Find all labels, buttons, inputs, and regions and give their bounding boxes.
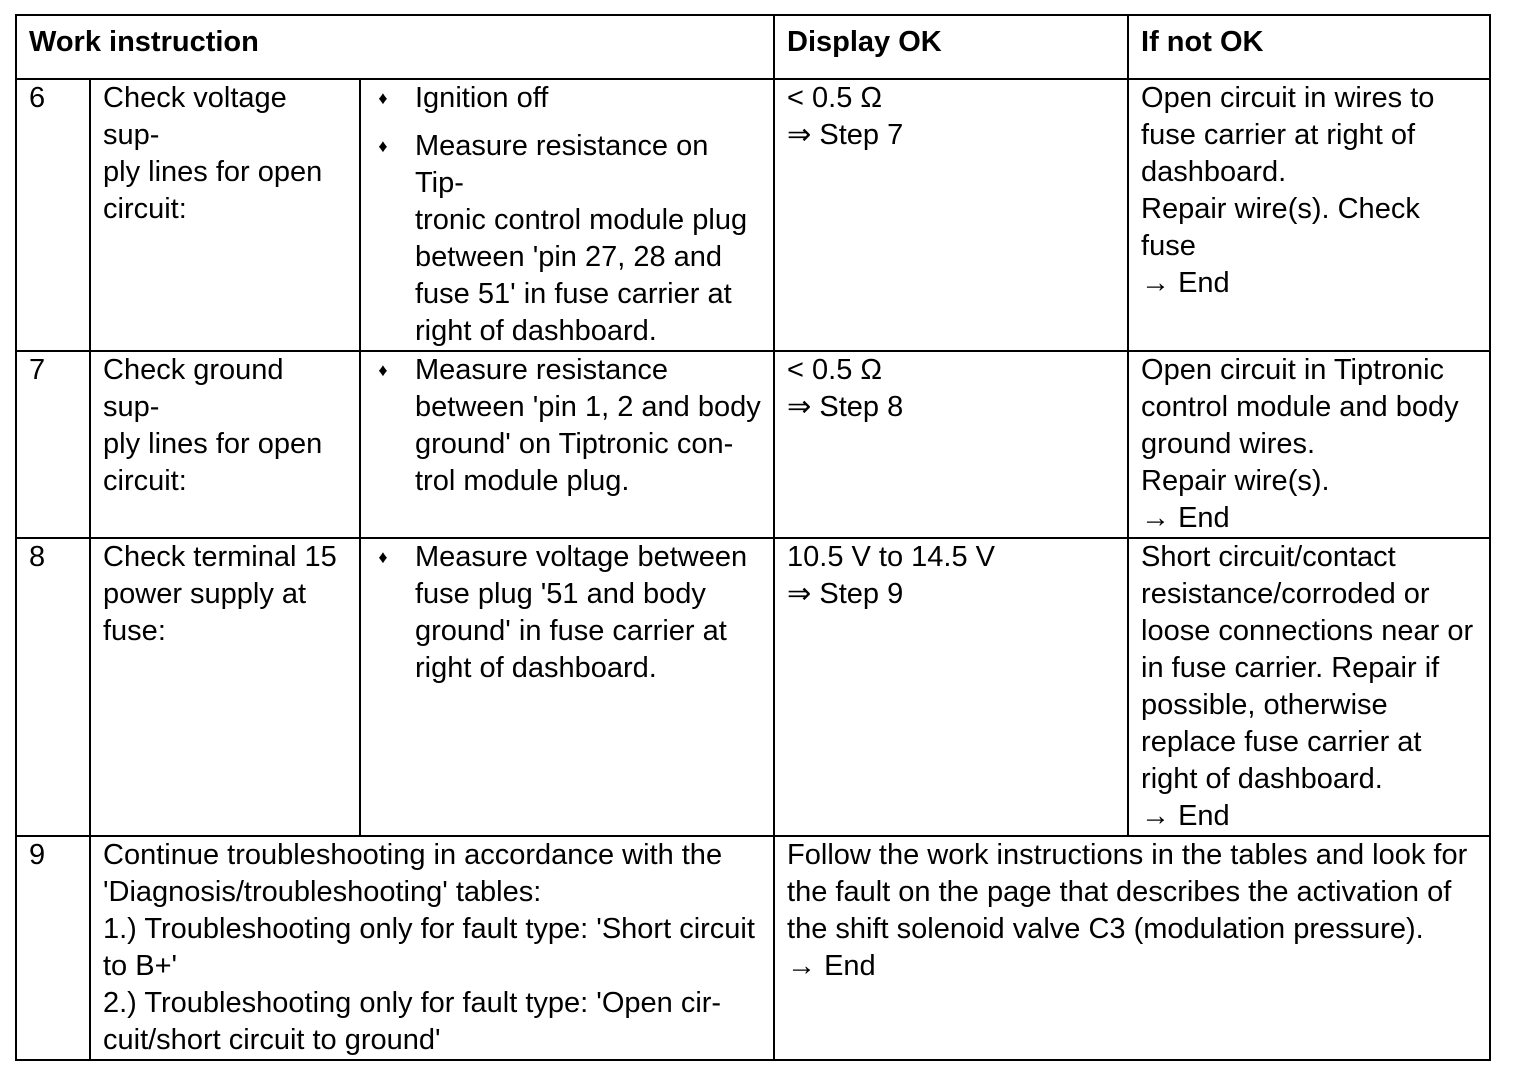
- bullet-list: [373, 80, 761, 350]
- work-instruction-table: [15, 14, 1491, 1061]
- display-ok-line: ⇒ Step 7: [787, 119, 904, 151]
- bullet-line: Measure voltage between: [415, 541, 748, 573]
- check-description: [90, 538, 360, 836]
- bullet-line: right of dashboard.: [415, 652, 657, 684]
- check-line: Check terminal 15: [103, 541, 337, 573]
- if-not-ok-line: loose connections near or: [1141, 615, 1474, 647]
- header-work-instruction: Work instruction: [16, 15, 774, 79]
- check-line: power supply at: [103, 578, 307, 610]
- bullet-line: right of dashboard.: [415, 315, 657, 347]
- check-line: fuse:: [103, 615, 166, 647]
- table-row: [16, 351, 1490, 538]
- instruction-line: cuit/short circuit to ground': [103, 1024, 441, 1056]
- check-description: [90, 79, 360, 351]
- bullet-item: [373, 352, 761, 500]
- bullet-line: between 'pin 1, 2 and body: [415, 391, 761, 423]
- step-number: 6: [16, 79, 90, 351]
- bullet-line: Ignition off: [415, 82, 549, 114]
- if-not-ok-line: Short circuit/contact: [1141, 541, 1396, 573]
- instruction-line: Continue troubleshooting in accordance with the: [103, 839, 723, 871]
- if-not-ok-line: Open circuit in Tiptronic: [1141, 354, 1445, 386]
- if-not-ok-line: → End: [1141, 267, 1230, 299]
- if-not-ok-line: Open circuit in wires to: [1141, 82, 1435, 114]
- result-line: Follow the work instructions in the tables and look for: [787, 839, 1468, 871]
- bullet-line: fuse plug '51 and body: [415, 578, 706, 610]
- instruction-line: to B+': [103, 950, 178, 982]
- check-line: Check voltage sup-: [103, 82, 287, 151]
- diamond-bullet-icon: ♦: [378, 88, 388, 108]
- if-not-ok-cell: [1128, 79, 1490, 351]
- procedure-bullets: [360, 79, 774, 351]
- header-if-not-ok: If not OK: [1128, 15, 1490, 79]
- display-ok-cell: [774, 351, 1128, 538]
- if-not-ok-line: → End: [1141, 502, 1230, 534]
- display-ok-cell: [774, 79, 1128, 351]
- display-ok-line: ⇒ Step 8: [787, 391, 904, 423]
- diamond-bullet-icon: ♦: [378, 136, 388, 156]
- display-ok-line: < 0.5 Ω: [787, 354, 883, 386]
- if-not-ok-line: ground wires.: [1141, 428, 1316, 460]
- instruction-line: 1.) Troubleshooting only for fault type: 'Short circuit: [103, 913, 755, 945]
- check-line: circuit:: [103, 465, 187, 497]
- if-not-ok-line: replace fuse carrier at: [1141, 726, 1422, 758]
- display-ok-line: ⇒ Step 9: [787, 578, 904, 610]
- if-not-ok-line: resistance/corroded or: [1141, 578, 1430, 610]
- result-line: the shift solenoid valve C3 (modulation pressure).: [787, 913, 1424, 945]
- bullet-list: [373, 539, 761, 687]
- step-number: 7: [16, 351, 90, 538]
- table-row: [16, 79, 1490, 351]
- if-not-ok-cell: [1128, 351, 1490, 538]
- bullet-line: tronic control module plug: [415, 204, 748, 236]
- if-not-ok-line: Repair wire(s). Check fuse: [1141, 193, 1420, 262]
- instruction-line: 'Diagnosis/troubleshooting' tables:: [103, 876, 542, 908]
- bullet-line: ground' on Tiptronic con-: [415, 428, 734, 460]
- bullet-line: Measure resistance on Tip-: [415, 130, 709, 199]
- follow-instructions-cell: [774, 836, 1490, 1060]
- bullet-line: between 'pin 27, 28 and: [415, 241, 723, 273]
- check-line: ply lines for open: [103, 156, 323, 188]
- procedure-bullets: [360, 351, 774, 538]
- header-display-ok: Display OK: [774, 15, 1128, 79]
- check-description: [90, 351, 360, 538]
- display-ok-cell: [774, 538, 1128, 836]
- table-row: [16, 836, 1490, 1060]
- if-not-ok-line: Repair wire(s).: [1141, 465, 1330, 497]
- diamond-bullet-icon: ♦: [378, 547, 388, 567]
- check-line: Check ground sup-: [103, 354, 284, 423]
- if-not-ok-line: control module and body: [1141, 391, 1459, 423]
- bullet-item: [373, 80, 761, 117]
- bullet-line: ground' in fuse carrier at: [415, 615, 727, 647]
- bullet-line: trol module plug.: [415, 465, 630, 497]
- display-ok-line: 10.5 V to 14.5 V: [787, 541, 996, 573]
- if-not-ok-line: → End: [1141, 800, 1230, 832]
- result-line: the fault on the page that describes the activation of: [787, 876, 1452, 908]
- bullet-line: fuse 51' in fuse carrier at: [415, 278, 732, 310]
- check-line: ply lines for open: [103, 428, 323, 460]
- diamond-bullet-icon: ♦: [378, 360, 388, 380]
- check-line: circuit:: [103, 193, 187, 225]
- if-not-ok-line: fuse carrier at right of: [1141, 119, 1416, 151]
- bullet-item: [373, 539, 761, 687]
- procedure-bullets: [360, 538, 774, 836]
- step-number: 8: [16, 538, 90, 836]
- result-line: → End: [787, 950, 876, 982]
- step-number: 9: [16, 836, 90, 1060]
- bullet-line: Measure resistance: [415, 354, 669, 386]
- bullet-item: [373, 128, 761, 350]
- table-header-row: [16, 15, 1490, 79]
- instruction-line: 2.) Troubleshooting only for fault type: 'Open cir-: [103, 987, 722, 1019]
- if-not-ok-line: dashboard.: [1141, 156, 1287, 188]
- continue-instruction-cell: [90, 836, 774, 1060]
- display-ok-line: < 0.5 Ω: [787, 82, 883, 114]
- bullet-list: [373, 352, 761, 500]
- if-not-ok-line: in fuse carrier. Repair if: [1141, 652, 1440, 684]
- if-not-ok-line: possible, otherwise: [1141, 689, 1388, 721]
- if-not-ok-cell: [1128, 538, 1490, 836]
- if-not-ok-line: right of dashboard.: [1141, 763, 1383, 795]
- table-row: [16, 538, 1490, 836]
